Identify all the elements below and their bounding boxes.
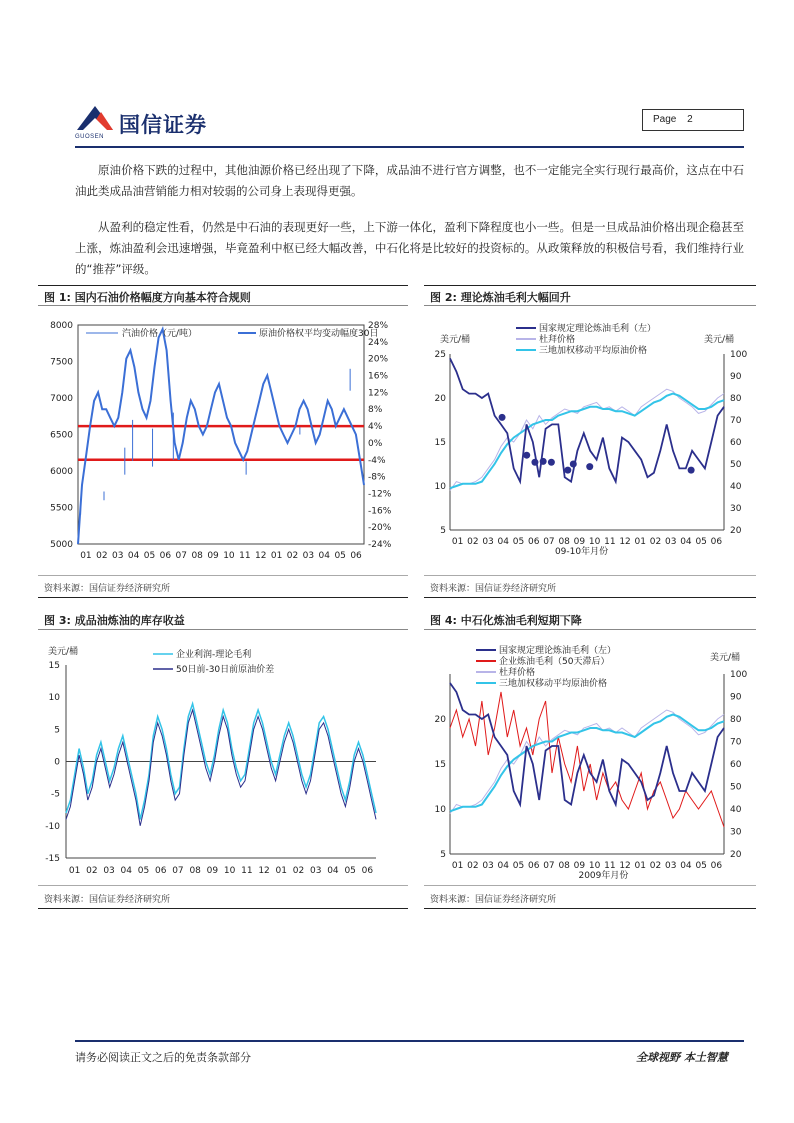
x-tick-label: 06 [527, 537, 540, 547]
x-tick-label: 01 [68, 866, 81, 876]
x-tick-label: 07 [543, 537, 555, 547]
x-tick-label: 06 [710, 861, 723, 871]
x-tick-label: 03 [103, 866, 115, 876]
y-right-tick-label: 28% [368, 321, 389, 331]
x-tick-label: 06 [159, 551, 172, 561]
fig2-top-rule [424, 285, 756, 286]
y-unit: 美元/桶 [48, 647, 79, 657]
y-right-tick-label: 90 [730, 372, 742, 382]
x-tick-label: 01 [275, 866, 288, 876]
legend-label: 国家规定理论炼油毛利（左） [499, 646, 617, 656]
x-tick-label: 01 [634, 861, 647, 871]
header-rule [75, 146, 744, 148]
x-tick-label: 01 [451, 861, 464, 871]
fig2-bottom-rule [424, 305, 756, 306]
x-tick-label: 07 [172, 866, 184, 876]
fig1-source-rule [38, 575, 408, 576]
y-tick-label: -15 [45, 854, 60, 864]
x-tick-label: 02 [467, 861, 479, 871]
legend-label: 杜拜价格 [539, 335, 576, 345]
x-tick-label: 12 [619, 537, 631, 547]
series-marker [688, 467, 695, 474]
x-tick-label: 02 [467, 537, 479, 547]
series-line-company-margin [450, 692, 724, 827]
y-left-tick-label: 15 [434, 438, 446, 448]
series-marker [540, 458, 547, 465]
fig3-title: 图 3: 成品油炼油的库存收益 [44, 614, 185, 627]
y-left-tick-label: 7500 [50, 357, 73, 368]
legend-label-profit: 企业利润-理论毛利 [176, 650, 252, 660]
x-tick-label: 02 [96, 551, 108, 561]
x-tick-label: 12 [254, 551, 267, 561]
y-right-tick-label: 4% [368, 422, 383, 433]
series-marker [564, 467, 571, 474]
y-tick-label: 0 [54, 757, 60, 768]
x-tick-label: 05 [143, 551, 156, 561]
page-number: 2 [687, 114, 693, 125]
x-tick-label: 05 [137, 866, 150, 876]
x-tick-label: 11 [604, 537, 616, 547]
y-right-tick-label: 12% [368, 388, 389, 399]
y-right-tick-label: -8% [368, 472, 386, 483]
series-marker [499, 414, 506, 421]
y-left-tick-label: 20 [434, 394, 446, 404]
legend-label: 企业炼油毛利（50天滞后） [499, 657, 610, 667]
fig4-source-rule [424, 885, 756, 886]
fig2-source-rule-b [424, 597, 756, 598]
y-right-tick-label: 80 [730, 394, 742, 404]
fig4-rule [424, 629, 756, 630]
x-tick-label: 02 [649, 537, 662, 547]
x-tick-label: 01 [80, 551, 92, 561]
y-right-tick-label: 70 [730, 737, 742, 748]
x-tick-label: 03 [482, 861, 494, 871]
chart-2 [424, 308, 756, 570]
y-right-tick-label: 0% [368, 438, 383, 449]
y-left-tick-label: 5 [440, 850, 446, 860]
fig2-title: 图 2: 理论炼油毛利大幅回升 [430, 291, 571, 304]
y-left-tick-label: 10 [434, 805, 446, 815]
fig3-source-rule-b [38, 908, 408, 909]
x-tick-label: 01 [451, 537, 464, 547]
x-tick-label: 04 [318, 551, 331, 561]
fig1-source-rule-b [38, 597, 408, 598]
y-left-tick-label: 5 [440, 526, 446, 536]
legend-label-spread: 50日前-30日前原油价差 [176, 665, 275, 675]
y-right-tick-label: -16% [368, 506, 392, 517]
chart-1 [38, 308, 408, 570]
fig1-top-rule [38, 285, 408, 286]
x-axis-title: 09-10年月份 [554, 547, 609, 557]
x-tick-label: 05 [334, 551, 346, 561]
x-tick-label: 11 [604, 861, 616, 871]
plot-frame [78, 325, 364, 544]
x-tick-label: 10 [223, 551, 235, 561]
x-tick-label: 08 [558, 861, 570, 871]
fig1-source: 资料来源：国信证券经济研究所 [44, 584, 171, 594]
y-right-tick-label: 80 [730, 715, 742, 725]
y-tick-label: 5 [54, 725, 60, 736]
x-tick-label: 12 [619, 861, 631, 871]
logo [75, 104, 235, 144]
legend-label: 国家规定理论炼油毛利（左） [539, 324, 657, 334]
fig3-rule [38, 629, 408, 630]
x-tick-label: 01 [270, 551, 283, 561]
x-axis-title: 2009年月份 [578, 871, 629, 880]
y-left-tick-label: 7000 [50, 394, 73, 404]
x-tick-label: 04 [127, 551, 140, 561]
fig4-title: 图 4: 中石化炼油毛利短期下降 [430, 614, 582, 627]
series-marker [548, 459, 555, 466]
y-right-tick-label: 60 [730, 760, 742, 770]
page-label: Page [653, 114, 677, 125]
x-tick-label: 05 [695, 537, 707, 547]
y-right-tick-label: 30 [730, 827, 742, 838]
y-right-tick-label: 40 [730, 805, 742, 815]
fig4-source-rule-b [424, 908, 756, 909]
y-right-tick-label: 50 [730, 782, 742, 793]
fig2-source: 资料来源：国信证券经济研究所 [430, 584, 557, 594]
y-left-tick-label: 20 [434, 715, 446, 725]
paragraph-1: 原油价格下跌的过程中，其他油源价格已经出现了下降，成品油不进行官方调整，也不一定能完全实行现行最高价，这点在中石油此类成品油营销能力相对较弱的公司身上表现得更强。 [75, 163, 744, 198]
x-tick-label: 09 [573, 861, 586, 871]
y-right-tick-label: -4% [368, 455, 386, 466]
x-tick-label: 09 [206, 866, 219, 876]
x-tick-label: 05 [695, 861, 707, 871]
fig3-source-rule [38, 885, 408, 886]
logo-name: 国信证券 [119, 112, 207, 137]
x-tick-label: 04 [680, 537, 692, 547]
x-tick-label: 04 [327, 866, 339, 876]
x-tick-label: 05 [512, 861, 525, 871]
series-marker [586, 463, 593, 470]
y-tick-label: 10 [48, 693, 60, 704]
x-tick-label: 03 [111, 551, 124, 561]
legend-label: 三地加权移动平均原油价格 [539, 346, 648, 356]
y-left-tick-label: 5000 [50, 540, 73, 550]
y-left-tick-label: 25 [434, 350, 446, 360]
y-right-tick-label: 90 [730, 692, 742, 703]
page-box [642, 109, 744, 131]
y-right-tick-label: 20% [368, 354, 389, 365]
fig1-bottom-rule [38, 305, 408, 306]
x-tick-label: 06 [350, 551, 362, 561]
x-tick-label: 03 [664, 537, 677, 547]
fig1-title: 图 1: 国内石油价格幅度方向基本符合规则 [44, 291, 251, 304]
legend-label-gasoline: 汽油价格（元/吨） [122, 329, 198, 339]
y-right-tick-label: 100 [730, 350, 748, 360]
x-tick-label: 03 [302, 551, 315, 561]
x-tick-label: 04 [680, 861, 692, 871]
y-right-tick-label: 16% [368, 371, 389, 382]
y-right-tick-label: 40 [730, 482, 742, 492]
logo-subname: GUOSEN [75, 134, 105, 140]
x-tick-label: 01 [634, 537, 647, 547]
x-tick-label: 10 [588, 537, 601, 547]
y-right-tick-label: -12% [368, 489, 392, 500]
y-left-tick-label: 10 [434, 482, 446, 492]
x-tick-label: 03 [309, 866, 322, 876]
series-marker [523, 452, 530, 459]
x-tick-label: 03 [664, 861, 677, 871]
x-tick-label: 06 [527, 861, 540, 871]
y-left-unit: 美元/桶 [440, 335, 471, 345]
x-tick-label: 05 [512, 537, 525, 547]
y-right-tick-label: 50 [730, 460, 742, 470]
chart-3 [38, 632, 408, 880]
x-tick-label: 07 [175, 551, 188, 561]
x-tick-label: 06 [154, 866, 167, 876]
x-tick-label: 07 [543, 861, 555, 871]
y-tick-label: 15 [48, 661, 60, 671]
y-right-tick-label: 24% [368, 337, 389, 348]
x-tick-label: 11 [239, 551, 251, 561]
x-tick-label: 02 [649, 861, 662, 871]
y-right-tick-label: 20 [730, 850, 742, 860]
x-tick-label: 11 [241, 866, 253, 876]
x-tick-label: 04 [497, 861, 510, 871]
paragraph-2: 从盈利的稳定性看，仍然是中石油的表现更好一些，上下游一体化，盈利下降程度也小一些。但是一旦成品油价格出现企稳甚至上涨，炼油盈利会迅速增强，毕竟盈利中枢已经大幅改善，中石化将是比较好的投资标的。从政策释放的积极信号看，我们维持行业的“推荐”评级。 [75, 220, 744, 276]
x-tick-label: 03 [482, 537, 494, 547]
x-tick-label: 10 [588, 861, 601, 871]
y-right-tick-label: -24% [368, 540, 392, 550]
x-tick-label: 08 [189, 866, 201, 876]
x-tick-label: 02 [86, 866, 98, 876]
y-left-tick-label: 8000 [50, 321, 73, 331]
x-tick-label: 12 [258, 866, 270, 876]
y-right-tick-label: 30 [730, 504, 742, 514]
x-tick-label: 09 [573, 537, 586, 547]
y-tick-label: -5 [51, 789, 60, 800]
footer-disclaimer: 请务必阅读正文之后的免责条款部分 [75, 1051, 251, 1064]
y-left-tick-label: 6000 [50, 467, 73, 477]
x-tick-label: 06 [361, 866, 374, 876]
chart-4 [424, 632, 756, 880]
legend-label-crude: 原油价格权平均变动幅度30日 [259, 329, 379, 339]
series-marker [570, 461, 577, 468]
x-tick-label: 08 [558, 537, 570, 547]
y-right-unit: 美元/桶 [704, 335, 735, 345]
fig3-source: 资料来源：国信证券经济研究所 [44, 895, 171, 905]
series-marker [531, 459, 538, 466]
y-right-tick-label: 70 [730, 416, 742, 426]
x-tick-label: 05 [344, 866, 356, 876]
x-tick-label: 06 [710, 537, 723, 547]
x-tick-label: 04 [120, 866, 133, 876]
x-tick-label: 02 [286, 551, 299, 561]
y-right-tick-label: 8% [368, 405, 383, 416]
logo-mark-icon [75, 104, 115, 134]
series-line-price-spread [66, 710, 376, 826]
y-right-tick-label: -20% [368, 523, 392, 534]
fig4-source: 资料来源：国信证券经济研究所 [430, 895, 557, 905]
y-tick-label: -10 [45, 821, 60, 832]
legend-label: 杜拜价格 [499, 668, 536, 678]
y-left-tick-label: 5500 [50, 503, 73, 514]
legend-label: 三地加权移动平均原油价格 [499, 679, 608, 689]
footer-slogan: 全球视野 本土智慧 [636, 1051, 728, 1064]
y-right-tick-label: 100 [730, 670, 748, 680]
fig2-source-rule [424, 575, 756, 576]
series-line-crude-change [78, 329, 364, 544]
x-tick-label: 04 [497, 537, 510, 547]
y-left-tick-label: 6500 [50, 430, 73, 441]
x-tick-label: 08 [191, 551, 203, 561]
y-right-tick-label: 60 [730, 438, 742, 448]
y-right-tick-label: 20 [730, 526, 742, 536]
x-tick-label: 10 [223, 866, 236, 876]
x-tick-label: 02 [292, 866, 305, 876]
series-line-theory-margin [450, 358, 724, 481]
x-tick-label: 09 [207, 551, 219, 561]
footer-rule [75, 1040, 744, 1042]
y-right-unit: 美元/桶 [710, 653, 741, 663]
y-left-tick-label: 15 [434, 760, 446, 770]
